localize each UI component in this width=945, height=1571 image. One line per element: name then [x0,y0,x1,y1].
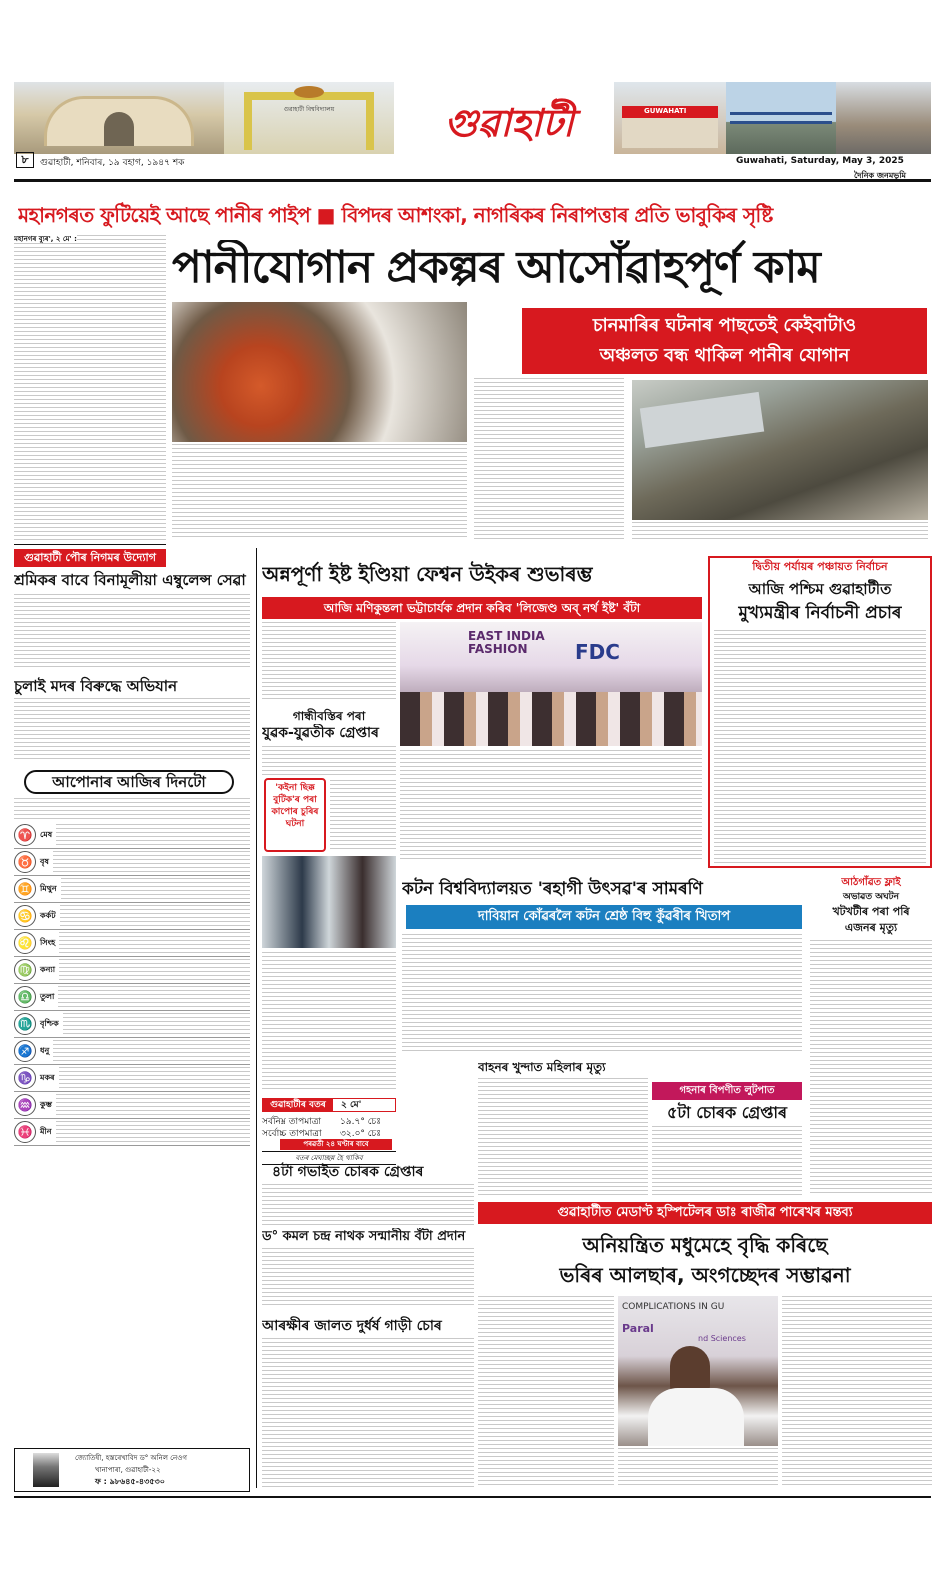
horoscope-sign-row [14,1092,250,1119]
horoscope-sign-text [56,1121,250,1143]
weather-box [262,1098,396,1162]
gandhi-callout [264,778,326,852]
civic-tag: গুৱাহাটী পৌৰ নিগমৰ উদ্যোগ [14,549,166,567]
gandhi-headline-1: গান্ধীবস্তিৰ পৰা [292,709,366,723]
horoscope-sign-row [14,1011,250,1038]
horoscope-sign-name: সিংহ [40,937,56,947]
zodiac-icon: ♋ [14,905,36,927]
cotton-headline: কটন বিশ্ববিদ্যালয়ত 'ৰহাগী উৎসৱ'ৰ সামৰণি [402,879,703,899]
lead-story-text-2 [172,444,467,540]
horoscope-sign-row [14,930,250,957]
weather-min-label: সৰ্বনিম্ন তাপমাত্ৰা [262,1117,322,1127]
station-sign: GUWAHATI [644,107,687,115]
horoscope-sign-name: কুম্ভ [40,1099,52,1109]
top-banner: মহানগৰত ফুটিয়েই আছে পানীৰ পাইপ ■ বিপদৰ আশংকা, নাগৰিকৰ নিৰাপত্তাৰ প্ৰতি ভাবুকিৰ সৃষ্টি [18,203,773,227]
station-photo [614,82,726,154]
cotton-subheadline: দাবিয়ান কোঁৱৰলৈ কটন শ্ৰেষ্ঠ বিহু কুঁৱৰীৰ খিতাপ [406,905,802,929]
panchayat-headline-2: মুখ্যমন্ত্ৰীৰ নিৰ্বাচনী প্ৰচাৰ [738,603,902,623]
horoscope-sign-row [14,849,250,876]
date-english: Guwahati, Saturday, May 3, 2025 [736,156,904,166]
horoscope-sign-name: কন্যা [40,964,56,974]
lead-headline: পানীযোগান প্ৰকল্পৰ আসোঁৱাহপূৰ্ণ কাম [172,242,820,293]
doctor-photo-text: COMPLICATIONS IN GU [622,1302,725,1312]
drive-headline: চুলাই মদৰ বিৰুদ্ধে অভিযান [14,677,178,695]
thieves-story-text [262,1184,474,1226]
gandhi-callout-text: 'কইনা ছিক্ক বুটিক'ৰ পৰা কাপোৰ চুৰিৰ ঘটনা [271,783,319,829]
weather-status: বতৰ মেঘাচ্ছন্ন হৈ থাকিব [262,1151,396,1165]
astrologer-phone: ফ : ৯৮৬৪৫-৪৩৫৩০ [95,1477,165,1486]
diabetes-story-text-3 [782,1296,932,1488]
zodiac-icon: ♏ [14,1013,36,1035]
doctor-photo-text-2: Paral [622,1322,654,1335]
fashion-photo-banner: EAST INDIA FASHION [468,629,545,656]
horoscope-sign-row [14,1065,250,1092]
zodiac-icon: ♍ [14,959,36,981]
horoscope-sign-name: তুলা [40,991,55,1001]
weather-title: গুৱাহাটীৰ বতৰ [263,1099,333,1111]
zodiac-icon: ♐ [14,1040,36,1062]
page-number: ৮ [16,152,34,168]
horoscope-sign-row [14,1119,250,1146]
lead-story-text [14,235,166,540]
date-local: গুৱাহাটী, শনিবাৰ, ১৯ বহাগ, ১৯৪৭ শক [40,158,185,168]
market-story-text [652,1126,802,1196]
woman-story-text [478,1078,648,1196]
lead-dateline: মহানগৰ ব্যুৰ', ২ মে' : [14,235,77,243]
weather-min-value: ১৯.৭° চেঃ [340,1117,382,1127]
horoscope-sign-name: মিথুন [40,883,57,893]
panchayat-tag: দ্বিতীয় পৰ্যায়ৰ পঞ্চায়ত নিৰ্বাচন [752,560,888,573]
diabetes-headline-2: ভৰিৰ আলছাৰ, অংগচ্ছেদৰ সম্ভাৱনা [559,1263,851,1287]
horoscope-sign-row [14,876,250,903]
woman-headline: বাহনৰ খুন্দাত মহিলাৰ মৃত্যু [478,1060,606,1074]
bridge-photo [726,82,836,154]
cotton-story-text [402,934,802,1054]
fashion-story-text-2 [400,750,702,860]
zodiac-icon: ♎ [14,986,36,1008]
horoscope-sign-row [14,984,250,1011]
doctor-photo [618,1296,778,1446]
diabetes-headline-1: অনিয়ন্ত্ৰিত মধুমেহে বৃদ্ধি কৰিছে [582,1233,828,1257]
lead-sub-line-2: অঞ্চলত বন্ধ থাকিল পানীৰ যোগান [599,345,850,366]
civic-story-text [14,594,250,668]
horoscope-sign-name: মকৰ [40,1072,55,1082]
zodiac-icon: ♒ [14,1094,36,1116]
weather-max-label: সৰ্বোচ্চ তাপমাত্ৰা [262,1129,322,1139]
university-gate-photo [224,82,394,154]
diabetes-headline [478,1230,932,1290]
masthead [14,82,931,182]
horoscope-sign-text [53,851,250,873]
thieves-headline: ৪টা গভাইত চোৰক গ্ৰেপ্তাৰ [272,1164,424,1180]
weather-max [262,1126,396,1138]
horoscope-sign-name: কৰ্কট [40,910,56,920]
accident-story-text [810,940,932,1196]
fashion-event-photo [400,622,702,746]
astrologer-name: জ্যোতিষী, হস্তৰেখাবিদ ড° অনিল নেওগ [75,1454,187,1462]
heritage-gate-photo [14,82,224,154]
lead-sub-line-1: চানমাৰিৰ ঘটনাৰ পাছতেই কেইবাটাও [592,315,857,336]
award-headline: ড° কমল চন্দ্ৰ নাথক সন্মানীয় বঁটা প্ৰদান [262,1229,466,1244]
horoscope-sign-text [56,1094,250,1116]
publisher-name: দৈনিক জনমভূমি [854,171,906,180]
fashion-headline: অন্নপূৰ্ণা ইষ্ট ইণ্ডিয়া ফেশ্বন উইকৰ শুভাৰম্ভ [262,562,593,586]
street-photo [836,82,931,154]
horoscope-sign-row [14,822,250,849]
car-thief-story-text [262,1338,474,1488]
weather-forecast: পৰৱৰ্তী ২৪ ঘণ্টাৰ বাবে [280,1139,392,1150]
diabetes-story-text-2 [618,1448,778,1488]
weather-date: ২ মে' [341,1100,362,1110]
horoscope-sign-row [14,903,250,930]
panchayat-box [708,556,932,868]
gate-sign: গুৱাহাটী বিশ্ববিদ্যালয় [283,106,335,113]
zodiac-icon: ♓ [14,1121,36,1143]
fashion-subheadline: আজি মণিকুন্তলা ভট্টাচাৰ্যক প্ৰদান কৰিব 'লিজেণ্ড অব্ নৰ্থ ইষ্ট' বঁটা [262,597,702,619]
weather-min [262,1114,396,1126]
horoscope-sign-row [14,1038,250,1065]
panchayat-story-text [714,630,926,864]
arrested-couple-photo [262,856,396,948]
horoscope-sign-text [59,932,250,954]
gandhi-story-text-3 [262,952,396,1092]
masthead-title: গুৱাহাটী [444,100,574,145]
horoscope-sign-text [56,824,250,846]
gandhi-story-text-2 [330,780,396,852]
gandhi-story-text [262,746,396,776]
zodiac-icon: ♈ [14,824,36,846]
diabetes-tag: গুৱাহাটীত মেডাণ্ট হস্পিটেলৰ ডাঃ ৰাজীৱ পাৰেখৰ মন্তব্য [478,1202,932,1224]
lead-story-text-3 [474,378,624,540]
horoscope-sign-text [63,1013,250,1035]
accident-tag [810,876,932,904]
diabetes-story-text [478,1296,614,1488]
doctor-photo-text-3: nd Sciences [698,1334,746,1343]
horoscope-sign-text [61,878,250,900]
market-tag: গহনাৰ বিপণীত লুটপাত [652,1082,802,1100]
horoscope-sign-text [58,986,250,1008]
horoscope-sign-name: বৃষ [40,856,49,866]
weather-max-value: ৩২.০° চেঃ [340,1129,382,1139]
horoscope-sign-text [59,959,250,981]
horoscope-sign-text [53,1040,250,1062]
lead-subheadline [522,308,927,374]
lead-photo-caption [632,522,928,540]
excavation-photo [632,380,928,520]
zodiac-icon: ♌ [14,932,36,954]
zodiac-icon: ♊ [14,878,36,900]
zodiac-icon: ♉ [14,851,36,873]
astrologer-place: খানাপাৰা, গুৱাহাটী-২২ [95,1466,161,1474]
horoscope-title-text: আপোনাৰ আজিৰ দিনটো [52,773,206,791]
accident-tag-2: অভাৱত অঘটন [843,892,899,902]
car-thief-headline: আৰক্ষীৰ জালত দুৰ্ধৰ্ষ গাড়ী চোৰ [262,1318,442,1334]
astrologer-box [14,1448,250,1492]
horoscope-intro [14,798,250,820]
accident-tag-1: আঠগাঁৱত ফ্লাই [841,877,901,888]
horoscope-title [24,770,234,794]
fashion-photo-logo: FDC [575,640,620,664]
market-headline: ৫টা চোৰক গ্ৰেপ্তাৰ [666,1103,788,1122]
horoscope-sign-row [14,957,250,984]
accident-headline [810,904,932,936]
horoscope-list [14,822,250,1146]
astrologer-photo [33,1453,59,1487]
accident-headline-2: এজনৰ মৃত্যু [844,921,898,934]
award-story-text [262,1248,474,1308]
horoscope-sign-name: মেষ [40,829,53,839]
fashion-story-text [262,622,396,702]
horoscope-sign-name: ধনু [40,1045,50,1055]
drive-story-text [14,698,250,760]
zodiac-icon: ♑ [14,1067,36,1089]
horoscope-sign-name: মীন [40,1126,52,1136]
accident-headline-1: খটখটীৰ পৰা পৰি [832,905,910,918]
civic-headline: শ্ৰমিকৰ বাবে বিনামূলীয়া এম্বুলেন্স সেৱা [14,571,246,589]
gandhi-headline [262,708,396,742]
horoscope-sign-name: বৃশ্চিক [40,1018,59,1028]
pipe-burst-photo [172,302,467,442]
horoscope-sign-text [60,905,250,927]
panchayat-headline-1: আজি পশ্চিম গুৱাহাটীত [748,580,892,598]
gandhi-headline-2: যুৱক-যুৱতীক গ্ৰেপ্তাৰ [262,725,379,741]
horoscope-sign-text [59,1067,250,1089]
